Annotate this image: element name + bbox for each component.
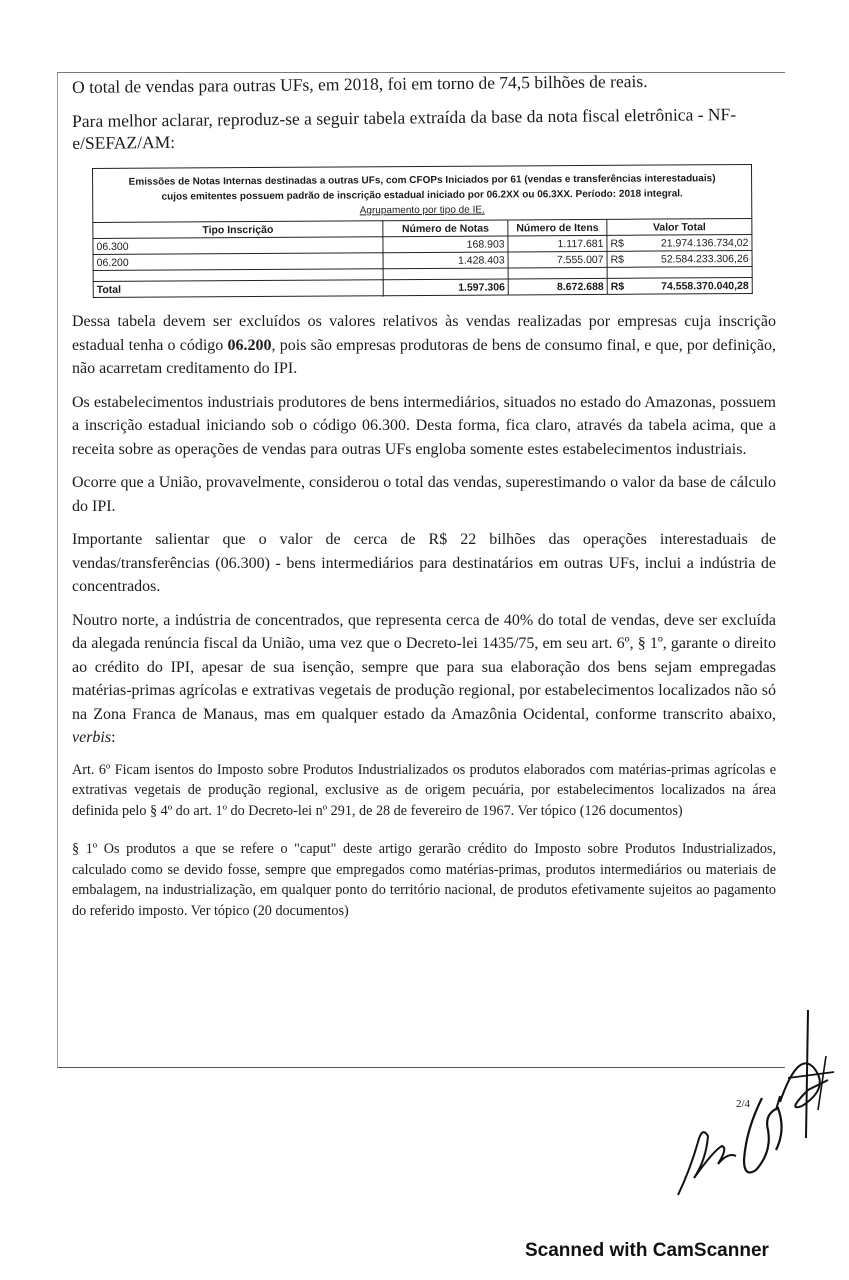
page-number: 2/4 (736, 1098, 751, 1110)
signature-initials-bottom (668, 1090, 798, 1200)
intro-line-1: O total de vendas para outras UFs, em 2018, foi em torno de 74,5 bilhões de reais. (72, 70, 648, 97)
document-body (72, 70, 776, 939)
cell-total-currency: R$ (607, 278, 632, 294)
verbis-word: verbis (72, 729, 112, 746)
cell-tipo: 06.300 (93, 237, 383, 255)
header-notas: Número de Notas (383, 220, 508, 237)
cell-total-valor: 74.558.370.040,28 (632, 277, 753, 294)
caption-line-1: Emissões de Notas Internas destinadas a outras UFs, com CFOPs Iniciados por 61 (vendas e transferências interestaduais) (128, 173, 716, 188)
paragraph-4: Importante salientar que o valor de cerca de R$ 22 bilhões das operações interestaduais de vendas/transferências (06.300) - bens intermediários para destinatários em outras UFs, inclui a indústria de concentrados. (72, 531, 776, 595)
quote-paragraph-1: § 1º Os produtos a que se refere o "caput" deste artigo gerarão crédito do Imposto sobre Produtos Industrializados, calculado como se devido fosse, sempre que empregados como matérias-primas, produtos intermediários ou materiais de embalagem, na industrialização, em qualquer ponto do território nacional, de produtos efetivamente sujeitos ao pagamento do referido imposto. Ver tópico (20 documentos) (72, 841, 776, 919)
paragraph-5 (72, 609, 776, 750)
code-06200: 06.200 (227, 336, 272, 354)
data-table (92, 218, 752, 298)
cell-valor: 52.584.233.306,26 (632, 250, 753, 267)
cell-tipo: 06.200 (93, 253, 383, 271)
caption-line-2: cujos emitentes possuem padrão de inscrição estadual iniciado por 06.2XX ou 06.3XX. Período: 2018 integral. (161, 188, 683, 203)
paragraph-3: Ocorre que a União, provavelmente, considerou o total das vendas, superestimando o valor da base de cálculo do IPI. (72, 474, 776, 515)
cell-itens: 1.117.681 (508, 235, 607, 252)
paragraph-1-text-a: Dessa tabela devem ser excluídos os valores relativos às vendas realizadas por empresas cuja inscrição estadual tenha o código (72, 313, 776, 354)
cell-itens: 7.555.007 (508, 251, 607, 268)
header-tipo: Tipo Inscrição (93, 221, 383, 239)
cell-notas: 1.428.403 (383, 252, 508, 269)
caption-subtitle: Agrupamento por tipo de IE. (359, 204, 485, 217)
nfe-table (92, 164, 753, 298)
header-valor: Valor Total (607, 218, 752, 235)
paragraph-1 (72, 310, 776, 381)
quote-art-6: Art. 6º Ficam isentos do Imposto sobre Produtos Industrializados os produtos elaborados com matérias-primas agrícolas e extrativas vegetais de produção regional, exclusive as de origem pecuária, por estabelecimentos localizados na área definida pelo § 4º do art. 1º do Decreto-lei nº 291, de 28 de fevereiro de 1967. Ver tópico (126 documentos) (72, 761, 776, 819)
paragraph-5-text: Noutro norte, a indústria de concentrados, que representa cerca de 40% do total de vendas, deve ser excluída da alegada renúncia fiscal da União, uma vez que o Decreto-lei 1435/75, em seu art. 6º, § 1º, garante o direito ao crédito do IPI, apesar de sua isenção, sempre que para sua elaboração dos bens sejam empregadas matérias-primas agrícolas e extrativas vegetais de produção regional, por estabelecimentos localizados não só na Zona Franca de Manaus, mas em qualquer estado da Amazônia Ocidental, conforme transcrito abaixo, (72, 611, 776, 723)
paragraph-1-text-b: , pois são empresas produtoras de bens de consumo final, e que, por definição, não acarretam creditamento do IPI. (72, 336, 776, 377)
cell-currency: R$ (607, 235, 632, 251)
cell-valor: 21.974.136.734,02 (631, 234, 752, 251)
cell-total-label: Total (93, 280, 383, 298)
cell-currency: R$ (607, 251, 632, 267)
table-caption (92, 164, 752, 222)
table-total-row (93, 277, 752, 297)
intro-line-2: Para melhor aclarar, reproduz-se a seguir tabela extraída da base da nota fiscal eletrônica - NF-e/SEFAZ/AM: (72, 104, 737, 153)
header-itens: Número de Itens (508, 219, 607, 236)
cell-total-itens: 8.672.688 (508, 278, 607, 295)
paragraph-2: Os estabelecimentos industriais produtores de bens intermediários, situados no estado do Amazonas, possuem a inscrição estadual iniciando sob o código 06.300. Desta forma, fica claro, através da tabela acima, que a receita sobre as operações de vendas para outras UFs engloba somente estes estabelecimentos industriais. (72, 393, 776, 458)
paragraph-5-colon: : (111, 729, 116, 746)
cell-total-notas: 1.597.306 (383, 279, 508, 296)
cell-notas: 168.903 (383, 236, 508, 253)
camscanner-watermark: Scanned with CamScanner (525, 1240, 769, 1261)
